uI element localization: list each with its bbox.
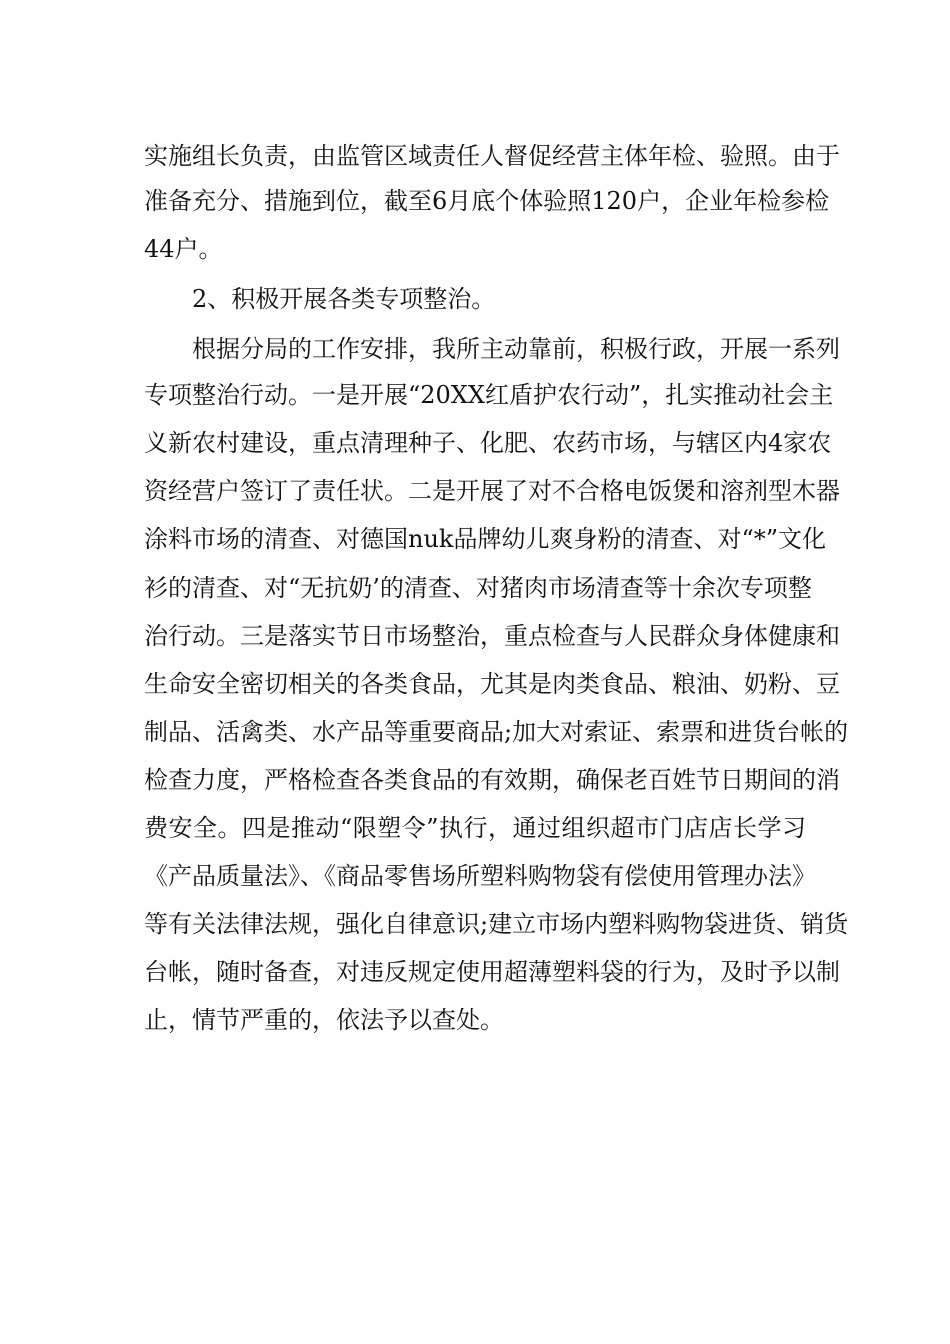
body-text-line: 44户。 — [144, 235, 223, 263]
body-text-line: 检查力度，严格检查各类食品的有效期，确保老百姓节日期间的消 — [144, 766, 840, 794]
body-text-line: 衫的清查、对“无抗奶’的清查、对猪肉市场清查等十余次专项整 — [144, 574, 812, 602]
body-text-line: 实施组长负责，由监管区域责任人督促经营主体年检、验照。由于 — [144, 142, 840, 170]
body-text-line: 专项整治行动。一是开展“20XX红盾护农行动”，扎实推动社会主 — [144, 381, 834, 409]
body-text-line: 资经营户签订了责任状。二是开展了对不合格电饭煲和溶剂型木器 — [144, 477, 840, 505]
body-text-line: 治行动。三是落实节日市场整治，重点检查与人民群众身体健康和 — [144, 622, 840, 650]
body-text-line: 止，情节严重的，依法予以查处。 — [144, 1006, 504, 1034]
body-text-line: 费安全。四是推动“限塑令”执行，通过组织超市门店店长学习 — [144, 814, 806, 842]
body-text-line: 《产品质量法》、《商品零售场所塑料购物袋有偿使用管理办法》 — [144, 862, 816, 890]
body-text-line: 根据分局的工作安排，我所主动靠前，积极行政，开展一系列 — [192, 335, 840, 363]
body-text-line: 台帐，随时备查，对违反规定使用超薄塑料袋的行为，及时予以制 — [144, 958, 840, 986]
body-text-line: 生命安全密切相关的各类食品，尤其是肉类食品、粮油、奶粉、豆 — [144, 670, 840, 698]
body-text-line: 义新农村建设，重点清理种子、化肥、农药市场，与辖区内4家农 — [144, 429, 832, 457]
body-text-line: 准备充分、措施到位，截至6月底个体验照120户，企业年检参检 — [144, 187, 830, 215]
section-heading: 2、积极开展各类专项整治。 — [192, 285, 496, 313]
body-text-line: 涂料市场的清查、对德国nuk品牌幼儿爽身粉的清查、对“*”文化 — [144, 525, 826, 553]
body-text-line: 等有关法律法规，强化自律意识;建立市场内塑料购物袋进货、销货 — [144, 910, 849, 938]
body-text-line: 制品、活禽类、水产品等重要商品;加大对索证、索票和进货台帐的 — [144, 718, 849, 746]
